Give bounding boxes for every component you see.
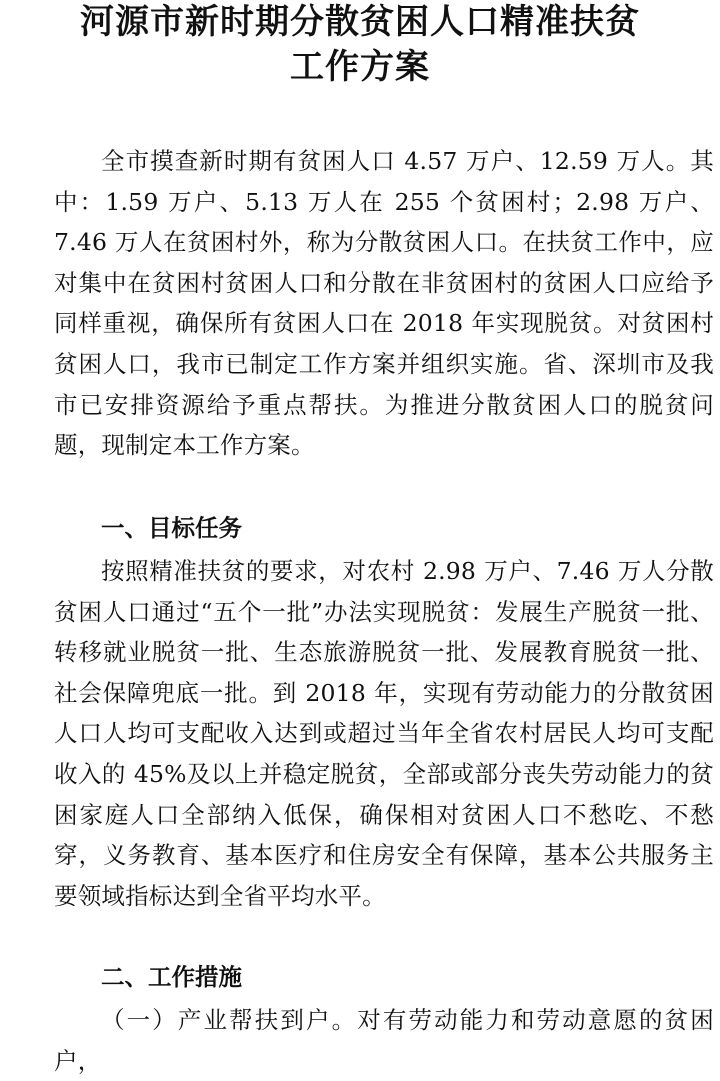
goals-paragraph: 按照精准扶贫的要求，对农村 2.98 万户、7.46 万人分散贫困人口通过“五个一批”办法实现脱贫：发展生产脱贫一批、转移就业脱贫一批、生态旅游脱贫一批、发展教育脱贫一批、社会保障兜底一批。到 2018 年，实现有劳动能力的分散贫困人口人均可支配收入达到或超过当年全省农村居民人均可支配收入的 45%及以上并稳定脱贫，全部或部分丧失劳动能力的贫困家庭人口全部纳入低保，确保相对贫困人口不愁吃、不愁穿，义务教育、基本医疗和住房安全有保障，基本公共服务主要领域指标达到全省平均水平。: [54, 557, 714, 910]
section-heading-goals: 一、目标任务: [101, 514, 242, 542]
section-heading-measures: 二、工作措施: [101, 963, 242, 991]
intro-paragraph: 全市摸查新时期有贫困人口 4.57 万户、12.59 万人。其中：1.59 万户、5.13 万人在 255 个贫困村；2.98 万户、7.46 万人在贫困村外，称为分散贫困人口。在扶贫工作中，应对集中在贫困村贫困人口和分散在非贫困村的贫困人口应给予同样重视，确保所有贫困人口在 2018 年实现脱贫。对贫困村贫困人口，我市已制定工作方案并组织实施。省、深圳市及我市已安排资源给予重点帮扶。为推进分散贫困人口的脱贫问题，现制定本工作方案。: [54, 147, 714, 460]
document-title-line-1: 河源市新时期分散贫困人口精准扶贫: [80, 2, 640, 42]
measures-item-1: （一）产业帮扶到户。对有劳动能力和劳动意愿的贫困户，: [54, 1006, 714, 1075]
document-title-line-2: 工作方案: [290, 47, 430, 87]
